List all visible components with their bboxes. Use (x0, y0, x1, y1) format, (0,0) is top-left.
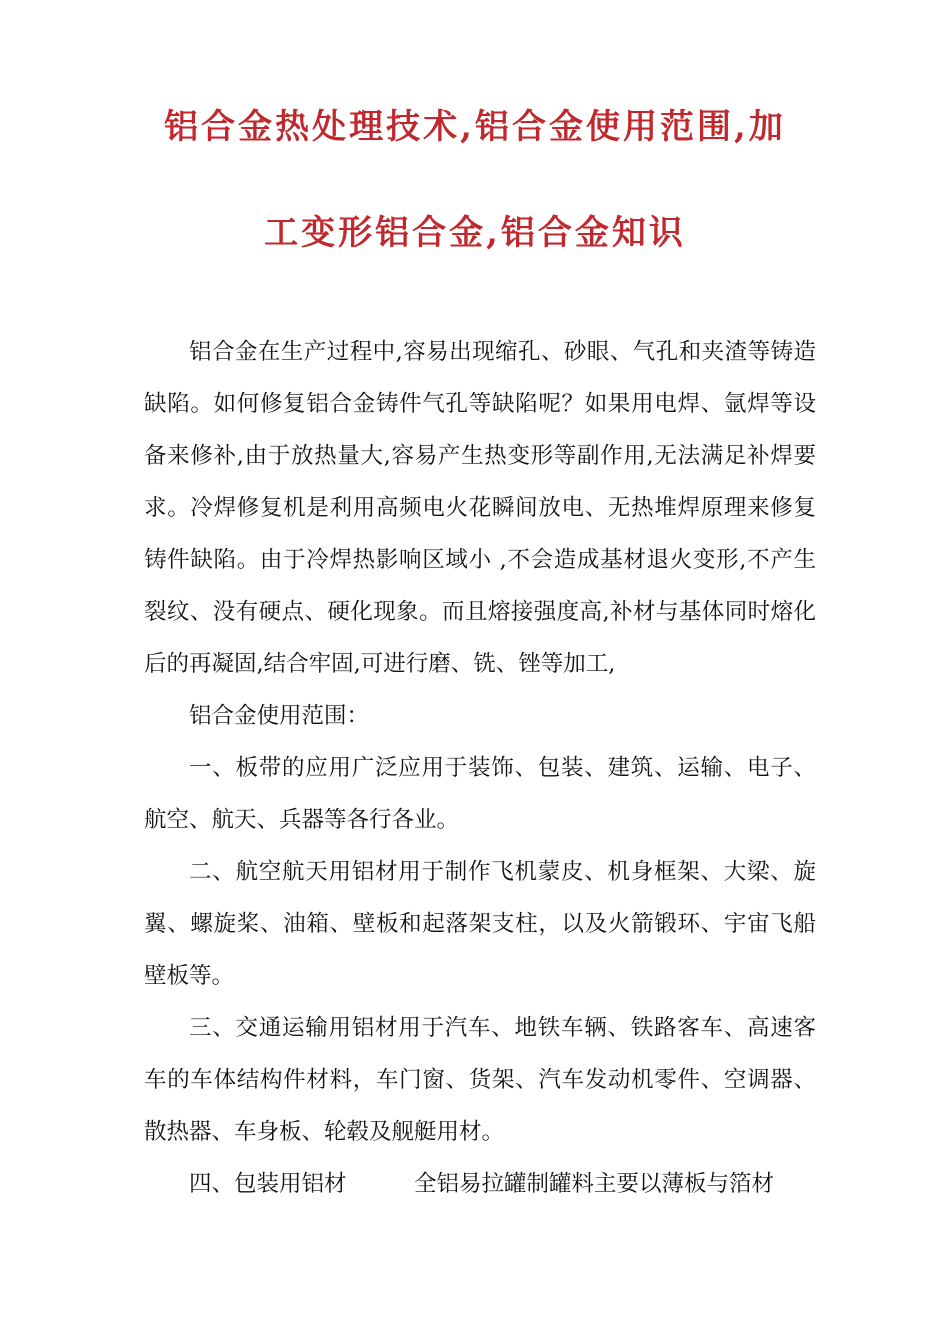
paragraph-usage-heading: 铝合金使用范围： (189, 703, 370, 729)
paragraph-usage-3: 三、交通运输用铝材用于汽车、地铁车辆、铁路客车、高速客车的车体结构件材料，车门窗、货架、汽车发动机零件、空调器、散热器、车身板、轮毂及舰艇用材。 (144, 1015, 816, 1145)
title-line-1: 铝合金热处理技术,铝合金使用范围,加 (164, 107, 786, 147)
paragraph-usage-2: 二、航空航天用铝材用于制作飞机蒙皮、机身框架、大梁、旋翼、螺旋桨、油箱、壁板和起落架支柱，以及火箭锻环、宇宙飞船壁板等。 (144, 859, 816, 989)
paragraph-usage-4: 四、包装用铝材 全铝易拉罐制罐料主要以薄板与箔材 (189, 1171, 775, 1197)
paragraph-casting-repair: 铝合金在生产过程中,容易出现缩孔、砂眼、气孔和夹渣等铸造缺陷。如何修复铝合金铸件气孔等缺陷呢？如果用电焊、氩焊等设备来修补,由于放热量大,容易产生热变形等副作用,无法满足补焊要求。冷焊修复机是利用高频电火花瞬间放电、无热堆焊原理来修复铸件缺陷。由于冷焊热影响区域小 ,不会造成基材退火变形,不产生裂纹、没有硬点、硬化现象。而且熔接强度高,补材与基体同时熔化后的再凝固,结合牢固,可进行磨、铣、锉等加工, (144, 339, 816, 677)
body-text (144, 326, 816, 1210)
title-line-2: 工变形铝合金,铝合金知识 (264, 213, 686, 253)
paragraph-usage-1: 一、板带的应用广泛应用于装饰、包装、建筑、运输、电子、航空、航天、兵器等各行各业。 (144, 755, 816, 833)
